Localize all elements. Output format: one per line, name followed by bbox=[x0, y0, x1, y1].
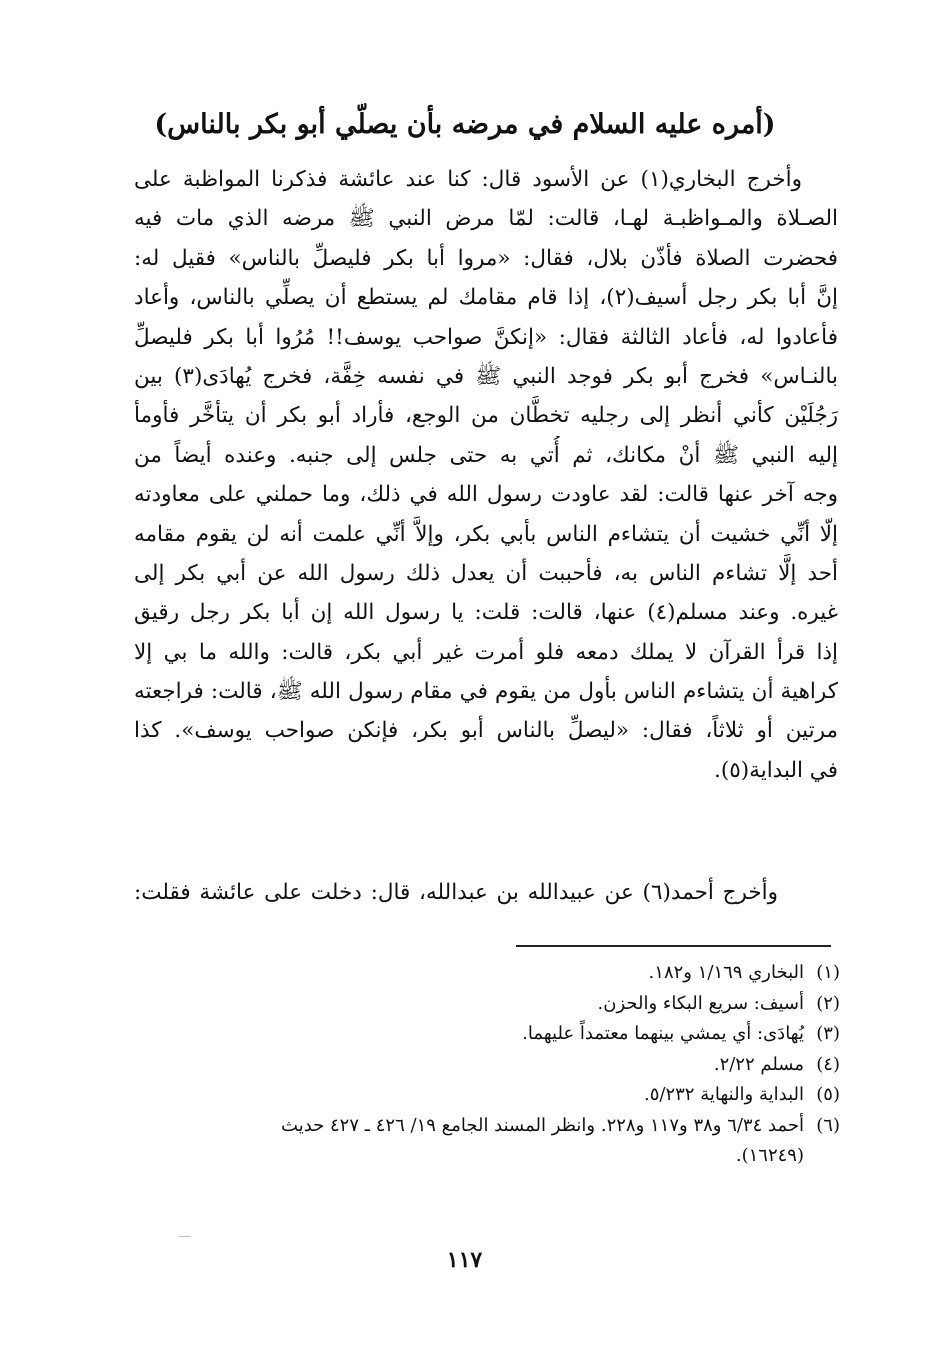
text-line: الصـلاة والمـواظبـة لهـا، قالت: لمّا مرض النبي ﷺ مرضه الذي مات فيه bbox=[134, 206, 838, 232]
footnote-separator bbox=[516, 945, 831, 947]
footnote-number: (٦) bbox=[816, 1114, 840, 1136]
footnote-item bbox=[140, 1111, 840, 1172]
footnote-number: (٥) bbox=[816, 1084, 840, 1105]
paragraph-main bbox=[134, 160, 838, 790]
footnote-item bbox=[140, 989, 840, 1020]
footnote-item bbox=[140, 1050, 840, 1081]
text-line: إليه النبي ﷺ أنْ مكانك، ثم أُتي به حتى جلس إلى جنبه. وعنده أيضاً من bbox=[134, 442, 838, 468]
text-line: وأخرج البخاري(١) عن الأسود قال: كنا عند عائشة فذكرنا المواظبة على bbox=[134, 167, 802, 192]
footnote-item bbox=[140, 1080, 840, 1111]
text-line: وجه آخر عنها قالت: لقد عاودت رسول الله في ذلك، وما حملني على معاودته bbox=[134, 482, 838, 508]
text-line: فأعادوا له، فأعاد الثالثة فقال: «إنكنَّ صواحب يوسف!! مُرُوا أبا بكر فليصلِّ bbox=[134, 324, 838, 350]
text-line: إذا قرأ القرآن لا يملك دمعه فلو أمرت غير أبي بكر، قالت: والله ما بي إلا bbox=[134, 639, 838, 665]
paragraph-second bbox=[134, 873, 838, 912]
footnote-text: أحمد ٦/٣٤ و٣٨ و١١٧ و٢٢٨. وانظر المسند الجامع ١٩/ ٤٢٦ ـ ٤٢٧ حديث bbox=[281, 1114, 804, 1136]
footnote-item bbox=[140, 1019, 840, 1050]
footnote-text-wrap bbox=[140, 1111, 804, 1172]
footnote-number: (١) bbox=[816, 962, 840, 983]
footnote-text: البداية والنهاية ٥/٢٣٢. bbox=[643, 1084, 804, 1105]
footnote-continuation: (١٦٢٤٩). bbox=[735, 1145, 804, 1166]
text-line: بالنـاس» فخرج أبو بكر فوجد النبي ﷺ في نفسه خِفَّة، فخرج يُهادَى(٣) بين bbox=[134, 363, 838, 389]
footnotes-list bbox=[140, 958, 840, 1172]
footnote-item bbox=[140, 958, 840, 989]
footnote-text: يُهادَى: أي يمشي بينهما معتمداً عليهما. bbox=[522, 1023, 804, 1044]
footnote-number: (٢) bbox=[816, 992, 840, 1014]
stray-mark bbox=[179, 1236, 191, 1237]
text-line: كراهية أن يتشاءم الناس بأول من يقوم في مقام رسول الله ﷺ، قالت: فراجعته bbox=[134, 679, 838, 705]
text-line: في البداية(٥). bbox=[714, 757, 838, 783]
page-number: ١١٧ bbox=[446, 1247, 483, 1273]
footnote-text: البخاري ١/١٦٩ و١٨٢. bbox=[648, 962, 804, 983]
text-line: غيره. وعند مسلم(٤) عنها، قالت: قلت: يا رسول الله إن أبا بكر رجل رقيق bbox=[134, 600, 838, 626]
footnote-text: أسيف: سريع البكاء والحزن. bbox=[597, 992, 804, 1014]
footnote-text: مسلم ٢/٢٢. bbox=[713, 1053, 804, 1075]
section-heading: (أمره عليه السلام في مرضه بأن يصلّي أبو بكر بالناس) bbox=[154, 109, 776, 140]
text-line: رَجُلَيْن كأني أنظر إلى رجليه تخطَّان من الوجع، فأراد أبو بكر أن يتأخَّر فأومأ bbox=[134, 403, 838, 429]
footnote-number: (٤) bbox=[816, 1053, 840, 1075]
text-line: مرتين أو ثلاثاً، فقال: «ليصلِّ بالناس أبو بكر، فإنكن صواحب يوسف». كذا bbox=[134, 718, 838, 744]
footnote-number: (٣) bbox=[816, 1023, 840, 1044]
text-line: وأخرج أحمد(٦) عن عبيدالله بن عبدالله، قال: دخلت على عائشة فقلت: bbox=[134, 880, 778, 905]
text-line: إنَّ أبا بكر رجل أسيف(٢)، إذا قام مقامك لم يستطع أن يصلِّي بالناس، وأعاد bbox=[134, 285, 838, 311]
text-line: إلّا أنِّي خشيت أن يتشاءم الناس بأبي بكر، وإلاَّ أنِّي علمت أنه لن يقوم مقامه bbox=[134, 521, 838, 547]
text-line: أحد إلَّا تشاءم الناس به، فأحببت أن يعدل ذلك رسول الله عن أبي بكر إلى bbox=[134, 560, 838, 586]
text-line: فحضرت الصلاة فأذّن بلال، فقال: «مروا أبا بكر فليصلِّ بالناس» فقيل له: bbox=[134, 245, 838, 271]
